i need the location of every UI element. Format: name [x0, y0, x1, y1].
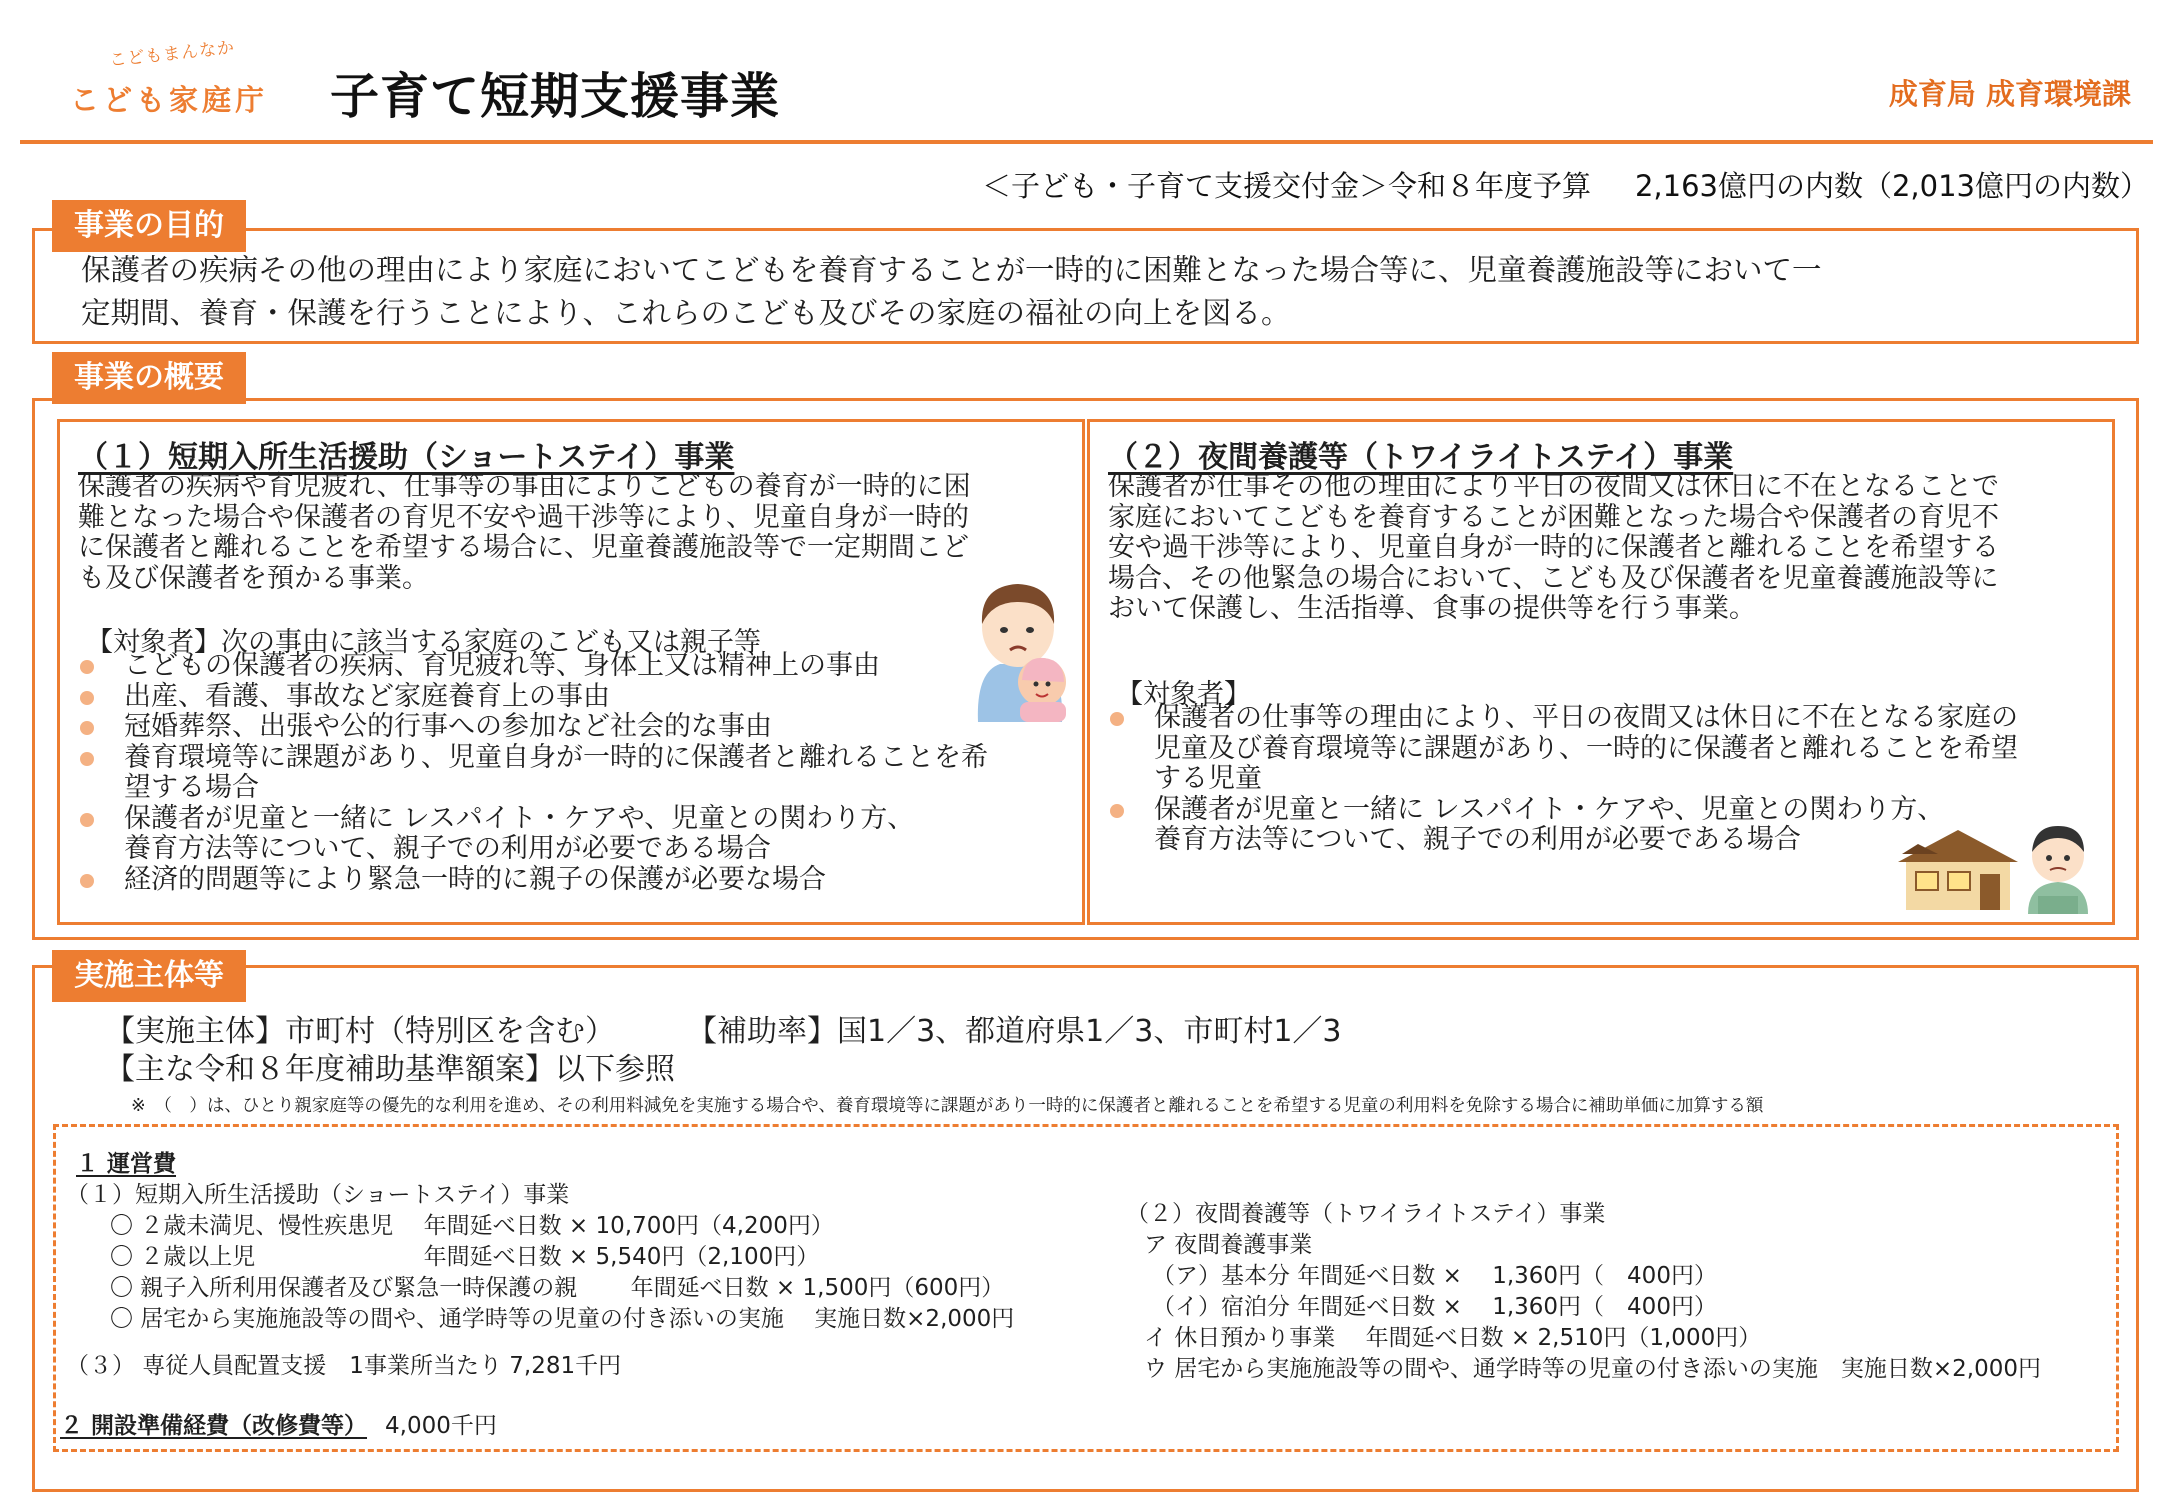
short-stay-cost-item: 〇 居宅から実施施設等の間や、通学時等の児童の付き添いの実施 実施日数×2,000円: [110, 1306, 1015, 1332]
overview-tab: 事業の概要: [52, 352, 246, 404]
opening-cost-line: [60, 1407, 497, 1440]
list-item: 出産、看護、事故など家庭養育上の事由: [80, 682, 988, 713]
bullet-dot-icon: [80, 813, 94, 827]
purpose-line: 定期間、養育・保護を行うことにより、これらのこども及びその家庭の福祉の向上を図る。: [81, 296, 1291, 330]
desc-line: も及び保護者を預かる事業。: [78, 562, 429, 594]
logo-name: こども家庭庁: [70, 83, 269, 117]
twilight-cost-item: ア 夜間養護事業: [1144, 1232, 1313, 1258]
list-item: 保護者が児童と一緒に レスパイト・ケアや、児童との関わり方、 養育方法等について、親子での利用が必要である場合: [1110, 795, 2018, 856]
staff-support-cost: （３） 専従人員配置支援 1事業所当たり 7,281千円: [66, 1353, 622, 1379]
twilight-cost-item: ウ 居宅から実施施設等の間や、通学時等の児童の付き添いの実施 実施日数×2,000円: [1144, 1356, 2041, 1382]
budget-line: [982, 164, 2149, 205]
short-stay-target-list: [80, 651, 988, 895]
purpose-line: 保護者の疾病その他の理由により家庭においてこどもを養育することが一時的に困難となった場合等に、児童養護施設等において一: [81, 253, 1822, 287]
twilight-cost-heading: （２）夜間養護等（トワイライトステイ）事業: [1126, 1201, 1606, 1227]
purpose-tab: 事業の目的: [52, 200, 246, 252]
desc-line: 難となった場合や保護者の育児不安や過干渉等により、児童自身が一時的: [78, 501, 969, 533]
desc-line: 保護者が仕事その他の理由により平日の夜間又は休日に不在となることで: [1108, 471, 1999, 502]
twilight-stay-description: [1108, 472, 2098, 625]
bullet-dot-icon: [1110, 712, 1124, 726]
desc-line: 場合、その他緊急の場合において、こども及び保護者を児童養護施設等に: [1108, 562, 1999, 594]
subsidy-rate: 【補助率】国1／3、都道府県1／3、市町村1／3: [687, 1014, 1342, 1049]
purpose-section: [32, 228, 2139, 344]
list-item: 経済的問題等により緊急一時的に親子の保護が必要な場合: [80, 865, 988, 896]
short-stay-title: （１）短期入所生活援助（ショートステイ）事業: [78, 440, 735, 475]
bullet-dot-icon: [1110, 804, 1124, 818]
desc-line: 保護者の疾病や育児疲れ、仕事等の事由によりこどもの養育が一時的に困: [78, 471, 971, 502]
twilight-stay-panel: [1087, 419, 2115, 925]
bullet-dot-icon: [80, 752, 94, 766]
twilight-cost-item: （イ）宿泊分 年間延べ日数 × 1,360円（ 400円）: [1152, 1294, 1717, 1320]
short-stay-description: [78, 472, 1058, 594]
budget-program: ＜子ども・子育て支援交付金＞令和８年度予算: [981, 169, 1591, 203]
implementation-tab: 実施主体等: [52, 950, 246, 1002]
overview-section: [32, 398, 2139, 940]
implementation-section: [32, 965, 2139, 1492]
list-item: 保護者が児童と一緒に レスパイト・ケアや、児童との関わり方、 養育方法等について、親子での利用が必要である場合: [80, 804, 988, 865]
bullet-dot-icon: [80, 691, 94, 705]
desc-line: 家庭においてこどもを養育することが困難となった場合や保護者の育児不: [1108, 501, 1999, 533]
twilight-stay-target-heading: 【対象者】: [1116, 679, 1251, 710]
short-stay-target-heading: 【対象者】次の事由に該当する家庭のこども又は親子等: [86, 627, 761, 658]
tired-parent-with-baby-icon: [960, 572, 1080, 722]
bullet-dot-icon: [80, 660, 94, 674]
cost-details-box: [53, 1124, 2119, 1452]
operating-cost-heading: １ 運営費: [76, 1151, 177, 1177]
twilight-stay-title: （２）夜間養護等（トワイライトステイ）事業: [1108, 440, 1734, 475]
opening-cost-label: ２ 開設準備経費（改修費等）: [60, 1413, 368, 1439]
house-with-child-icon: [1898, 814, 2098, 914]
logo-tagline: こどもまんなか: [108, 37, 236, 71]
budget-amount: 2,163億円の内数（2,013億円の内数）: [1634, 169, 2149, 203]
bullet-dot-icon: [80, 874, 94, 888]
desc-line: に保護者と離れることを希望する場合に、児童養護施設等で一定期間こど: [78, 532, 969, 563]
short-stay-cost-item: 〇 親子入所利用保護者及び緊急一時保護の親 年間延べ日数 × 1,500円（600円）: [110, 1275, 1005, 1301]
list-item: 養育環境等に課題があり、児童自身が一時的に保護者と離れることを希 望する場合: [80, 743, 988, 804]
subsidy-note: ※ （ ）は、ひとり親家庭等の優先的な利用を進め、その利用料減免を実施する場合や、養育環境等に課題があり一時的に保護者と離れることを希望する児童の利用料を免除する場合に補助単価に加算する額: [131, 1096, 1764, 1116]
header-divider: [20, 140, 2153, 144]
twilight-stay-target-list: [1110, 703, 2018, 856]
agency-logo: [70, 37, 280, 126]
purpose-text: [81, 249, 2096, 335]
opening-cost-amount: 4,000千円: [385, 1413, 497, 1439]
page-title: 子育て短期支援事業: [330, 68, 781, 125]
short-stay-cost-item: 〇 ２歳未満児、慢性疾患児 年間延べ日数 × 10,700円（4,200円）: [110, 1213, 834, 1239]
implementer: 【実施主体】市町村（特別区を含む）: [105, 1014, 615, 1049]
short-stay-cost-item: 〇 ２歳以上児 年間延べ日数 × 5,540円（2,100円）: [110, 1244, 820, 1270]
list-item: 冠婚葬祭、出張や公的行事への参加など社会的な事由: [80, 712, 988, 743]
department-label: 成育局 成育環境課: [1888, 77, 2131, 111]
desc-line: おいて保護し、生活指導、食事の提供等を行う事業。: [1108, 593, 1756, 624]
list-item: こどもの保護者の疾病、育児疲れ等、身体上又は精神上の事由: [80, 651, 988, 682]
bullet-dot-icon: [80, 721, 94, 735]
list-item: 保護者の仕事等の理由により、平日の夜間又は休日に不在となる家庭の 児童及び養育環境等に課題があり、一時的に保護者と離れることを希望 する児童: [1110, 703, 2018, 795]
standard-amount-heading: 【主な令和８年度補助基準額案】以下参照: [105, 1052, 675, 1087]
short-stay-panel: [57, 419, 1085, 925]
desc-line: 安や過干渉等により、児童自身が一時的に保護者と離れることを希望する: [1108, 532, 1999, 563]
twilight-cost-item: （ア）基本分 年間延べ日数 × 1,360円（ 400円）: [1152, 1263, 1717, 1289]
twilight-cost-item: イ 休日預かり事業 年間延べ日数 × 2,510円（1,000円）: [1144, 1325, 1762, 1351]
short-stay-cost-heading: （１）短期入所生活援助（ショートステイ）事業: [66, 1182, 570, 1208]
